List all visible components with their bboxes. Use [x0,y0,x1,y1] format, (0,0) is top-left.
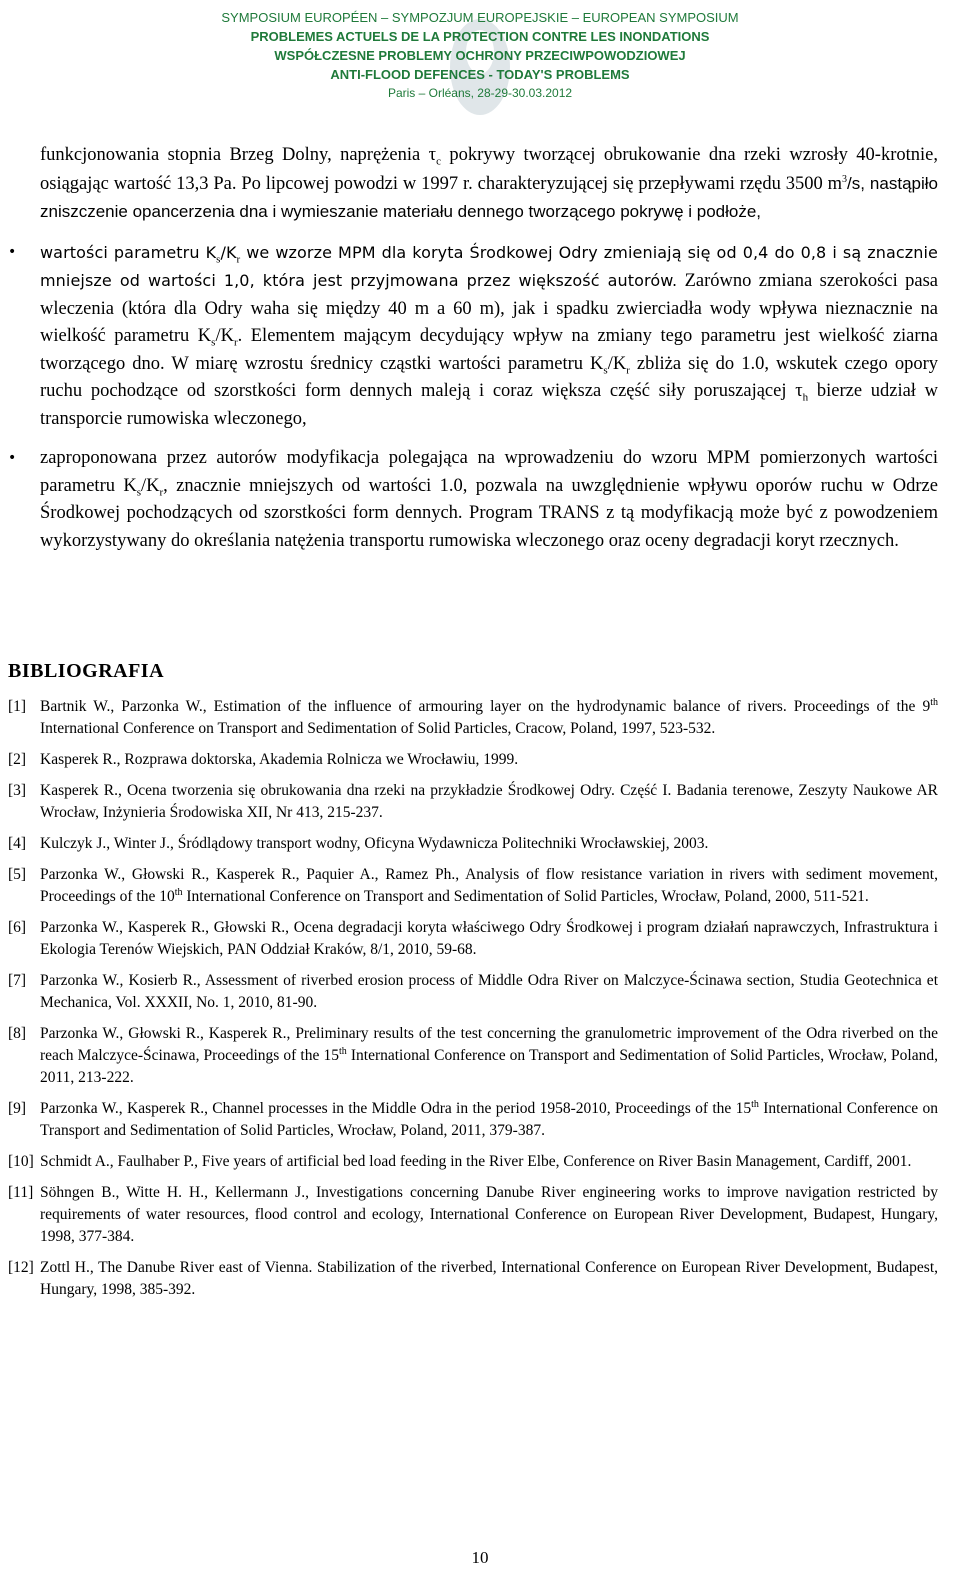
reference-item: [8] Parzonka W., Głowski R., Kasperek R., Preliminary results of the test concerning the granulometric improvement of the Odra riverbed on the reach Malczyce-Ścinawa, Proceedings of the 15th International Conference on Transport and Sedimentation of Solid Particles, Wrocław, Poland, 2011, 213-222. [8,1025,938,1086]
reference-item [8,1151,938,1173]
reference-number: [10] [8,1153,34,1170]
reference-number: [2] [8,751,27,768]
reference-number: [3] [8,782,27,799]
reference-item: [5] Parzonka W., Głowski R., Kasperek R., Paquier A., Ramez Ph., Analysis of flow resistance variation in rivers with sediment movement, Proceedings of the 10th International Conference on Transport and Sedimentation of Solid Particles, Wrocław, Poland, 2000, 511-521. [8,866,938,905]
reference-item: [9] Parzonka W., Kasperek R., Channel processes in the Middle Odra in the period 1958-2010, Proceedings of the 15th International Conference on Transport and Sedimentation of Solid Particles, Wrocław, Poland, 2011, 379-387. [8,1098,938,1139]
bibliography-list [8,696,938,1310]
page-header [0,8,960,103]
reference-item [8,749,938,771]
reference-item [8,1257,938,1301]
reference-number: [9] [8,1100,27,1117]
reference-text: Parzonka W., Kasperek R., Channel processes in the Middle Odra in the period 1958-2010, Proceedings of the 15 [40,1100,752,1117]
bibliography-heading: BIBLIOGRAFIA [8,660,165,682]
page-number: 10 [471,1548,489,1567]
header-line-2: PROBLEMES ACTUELS DE LA PROTECTION CONTRE LES INONDATIONS [250,29,710,44]
reference-number: [11] [8,1184,34,1201]
header-line-1: SYMPOSIUM EUROPÉEN – SYMPOZJUM EUROPEJSKIE – EUROPEAN SYMPOSIUM [221,10,739,25]
reference-item [8,970,938,1014]
reference-text: Kasperek R., Rozprawa doktorska, Akademia Rolnicza we Wrocławiu, 1999. [40,751,519,768]
reference-number: [12] [8,1259,34,1276]
reference-number: [4] [8,835,27,852]
reference-item [8,833,938,855]
reference-text: Schmidt A., Faulhaber P., Five years of artificial bed load feeding in the River Elbe, Conference on River Basin Management, Cardiff, 2001. [40,1153,912,1170]
reference-text: Söhngen B., Witte H. H., Kellermann J., Investigations concerning Danube River engineering works to improve navigation restricted by requirements of water resources, flood control and ecology, International Conference on European River Development, Budapest, Hungary, 1998, 377-384. [40,1184,938,1245]
reference-text: Parzonka W., Kosierb R., Assessment of riverbed erosion process of Middle Odra River on Malczyce-Ścinawa section, Studia Geotechnica et Mechanica, Vol. XXXII, No. 1, 2010, 81-90. [40,972,938,1011]
header-line-3: WSPÓŁCZESNE PROBLEMY OCHRONY PRZECIWPOWODZIOWEJ [274,48,686,63]
reference-number: [5] [8,866,27,883]
reference-item [8,780,938,824]
reference-number: [7] [8,972,27,989]
bullet-item-kskr: • wartości parametru $K_s/K_r$ we wzorze MPM dla koryta Środkowej Odry zmieniają się od 0,4 do 0,8 i są znacznie mniejsze od wartości 1,0, która jest przyjmowana przez większość autorów. Zarówno zmiana szerokości pasa wleczenia (która dla Odry waha się między 40 m a 60 m), jak i spadku zwierciadła wody wpływa nieznacznie na wielkość parametru $K_s/K_r$. Elementem mającym decydujący wpływ na zmiany tego parametru jest wielkość ziarna tworzącego dno. W miarę wzrostu średnicy cząstki wartości parametru $K_s/K_r$ zbliża się do 1.0, wskutek czego opory ruchu pochodzące od szorstkości form dennych maleją i coraz większa część siły poruszającej $\tau_h$ bierze udział w transporcie rumowiska wleczonego, [40,239,938,434]
paragraph-continuation: funkcjonowania stopnia Brzeg Dolny, naprężenia $\tau_c$ pokrywy tworzącej obrukowanie dna rzeki wzrosły 40-krotnie, osiągając wartość 13,3 Pa. Po lipcowej powodzi w 1997 r. charakteryzującej się przepływami rzędu 3500 $m^3/s$, nastąpiło zniszczenie opancerzenia dna i wymieszanie materiału dennego tworzącego pokrywę i podłoże, [40,145,938,221]
reference-text: Parzonka W., Głowski R., Kasperek R., Paquier A., Ramez Ph., Analysis of flow resistance variation in rivers with sediment movement, Proceedings of the 10 [40,866,938,905]
header-line-4: ANTI-FLOOD DEFENCES - TODAY'S PROBLEMS [330,67,630,82]
reference-text: Kasperek R., Ocena tworzenia się obrukowania dna rzeki na przykładzie Środkowej Odry. Część I. Badania terenowe, Zeszyty Naukowe AR Wrocław, Inżynieria Środowiska XII, Nr 413, 215-237. [40,782,938,821]
header-line-5: Paris – Orléans, 28-29-30.03.2012 [387,86,573,100]
reference-item [8,1182,938,1248]
reference-text: Bartnik W., Parzonka W., Estimation of the influence of armouring layer on the hydrodynamic balance of rivers. Proceedings of the 9 [40,698,931,715]
body-text [8,142,938,555]
reference-number: [6] [8,919,27,936]
reference-text: Parzonka W., Kasperek R., Głowski R., Ocena degradacji koryta właściwego Odry Środkowej i program działań naprawczych, Infrastruktura i Ekologia Terenów Wiejskich, PAN Oddział Kraków, 8/1, 2010, 59-68. [40,919,938,958]
reference-item: [1] Bartnik W., Parzonka W., Estimation of the influence of armouring layer on the hydrodynamic balance of rivers. Proceedings of the 9th International Conference on Transport and Sedimentation of Solid Particles, Cracow, Poland, 1997, 523-532. [8,696,938,737]
reference-item [8,917,938,961]
reference-text: Parzonka W., Głowski R., Kasperek R., Preliminary results of the test concerning the granulometric improvement of the Odra riverbed on the reach Malczyce-Ścinawa, Proceedings of the 15 [40,1025,938,1064]
reference-number: [8] [8,1025,27,1042]
reference-text: Zottl H., The Danube River east of Vienna. Stabilization of the riverbed, International Conference on European River Development, Budapest, Hungary, 1998, 385-392. [40,1259,938,1298]
bullet-icon: • [8,243,17,260]
reference-number: [1] [8,698,27,715]
reference-text: Kulczyk J., Winter J., Śródlądowy transport wodny, Oficyna Wydawnicza Politechniki Wrocławskiej, 2003. [40,835,709,852]
bullet-item-modification: • zaproponowana przez autorów modyfikacja polegająca na wprowadzeniu do wzoru MPM pomierzonych wartości parametru $K_s/K_r$, znacznie mniejszych od wartości 1.0, pozwala na uwzględnienie wpływu oporów ruchu w Odrze Środkowej pochodzących od szorstkości form dennych. Program TRANS z tą modyfikacją może być z powodzeniem wykorzystywany do określania natężenia transportu rumowiska wleczonego oraz oceny degradacji koryt rzecznych. [40,445,938,555]
bullet-icon: • [8,450,17,466]
